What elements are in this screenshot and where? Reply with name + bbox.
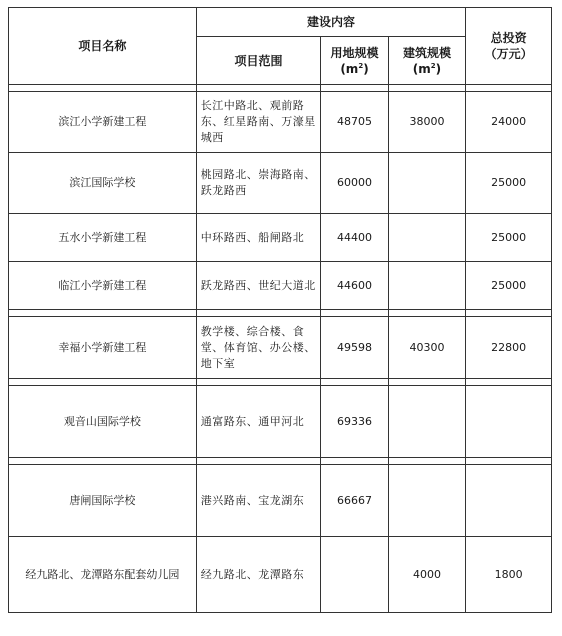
building-cell [388,386,466,458]
table-row [9,537,552,613]
header-total-investment [466,8,552,85]
investment-cell: 1800 [466,537,552,613]
table-row [9,386,552,458]
project-name-cell: 唐闸国际学校 [9,465,197,537]
header-building-scale-label: 建筑规模 [402,45,451,60]
scope-cell: 教学楼、综合楼、食堂、体育馆、办公楼、地下室 [196,317,321,379]
scope-cell: 长江中路北、观前路东、红星路南、万濠星城西 [196,92,321,153]
header-land-scale-label: 用地规模 [330,45,379,60]
project-name-cell: 幸福小学新建工程 [9,317,197,379]
land-cell: 69336 [321,386,388,458]
scope-cell: 港兴路南、宝龙湖东 [196,465,321,537]
header-project-name: 项目名称 [9,8,197,85]
table-row [9,214,552,262]
building-cell: 40300 [388,317,466,379]
investment-cell: 22800 [466,317,552,379]
investment-cell: 25000 [466,262,552,310]
project-name-cell: 滨江国际学校 [9,153,197,214]
table-row [9,262,552,310]
header-building-unit: $(m^2)$ [412,61,442,76]
header-scope: 项目范围 [196,37,321,85]
table-row [9,153,552,214]
land-cell: 49598 [321,317,388,379]
table-row [9,92,552,153]
project-name-cell: 五水小学新建工程 [9,214,197,262]
land-cell: 44600 [321,262,388,310]
investment-cell: 25000 [466,214,552,262]
scope-cell: 通富路东、通甲河北 [196,386,321,458]
investment-cell: 25000 [466,153,552,214]
building-cell [388,465,466,537]
project-name-cell: 经九路北、龙潭路东配套幼儿园 [9,537,197,613]
land-cell: 48705 [321,92,388,153]
project-table [8,7,552,613]
investment-cell [466,465,552,537]
building-cell [388,214,466,262]
table-row [9,465,552,537]
scope-cell: 桃园路北、崇海路南、跃龙路西 [196,153,321,214]
header-total-investment-label: 总投资 [490,31,527,45]
building-cell: 4000 [388,537,466,613]
header-investment-unit: （万元） [484,47,533,61]
header-construction-content: 建设内容 [196,8,465,37]
land-cell [321,537,388,613]
scope-cell: 中环路西、船闸路北 [196,214,321,262]
project-name-cell: 临江小学新建工程 [9,262,197,310]
header-building-scale [388,37,466,85]
land-cell: 60000 [321,153,388,214]
land-cell: 44400 [321,214,388,262]
investment-cell [466,386,552,458]
scope-cell: 经九路北、龙潭路东 [196,537,321,613]
project-name-cell: 观音山国际学校 [9,386,197,458]
investment-cell: 24000 [466,92,552,153]
land-cell: 66667 [321,465,388,537]
building-cell: 38000 [388,92,466,153]
building-cell [388,153,466,214]
header-land-unit: $(m^2)$ [340,61,369,76]
project-name-cell: 滨江小学新建工程 [9,92,197,153]
building-cell [388,262,466,310]
scope-cell: 跃龙路西、世纪大道北 [196,262,321,310]
header-land-scale [321,37,388,85]
table-row [9,317,552,379]
